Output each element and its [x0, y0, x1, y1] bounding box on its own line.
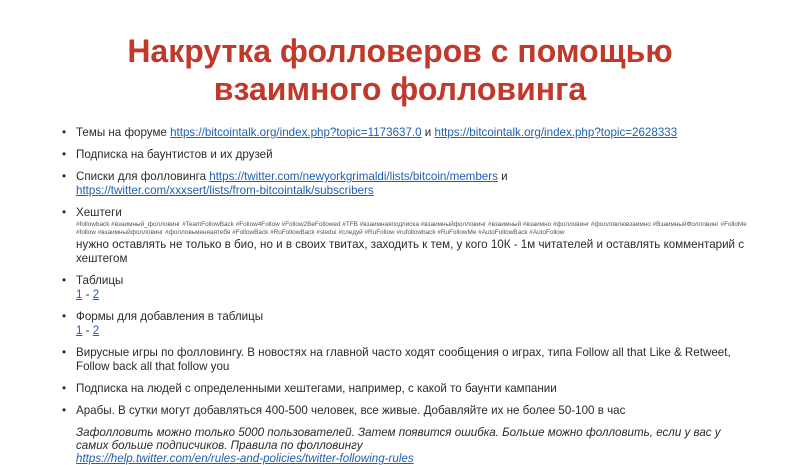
tables-link-2[interactable]: 2 [92, 288, 100, 302]
tables-link-1[interactable]: 1 [76, 288, 83, 302]
forum-middle: и [421, 126, 435, 139]
tables-label: Таблицы [76, 274, 124, 288]
bullet-hashtags [62, 206, 752, 266]
forum-link-1[interactable]: https://bitcointalk.org/index.php?topic=1173637.0 [170, 126, 422, 139]
bullet-list [62, 126, 752, 465]
bullet-forum [62, 126, 752, 140]
footnote-link[interactable]: https://help.twitter.com/en/rules-and-policies/twitter-following-rules [76, 452, 414, 465]
lists-link-1[interactable]: https://twitter.com/newyorkgrimaldi/lists/bitcoin/members [209, 170, 498, 183]
forms-link-2[interactable]: 2 [92, 324, 100, 338]
forms-sep: - [82, 324, 93, 338]
forms-label: Формы для добавления в таблицы [76, 310, 264, 324]
forms-link-1[interactable]: 1 [76, 324, 83, 338]
lists-prefix: Списки для фолловинга [76, 170, 210, 183]
footnote [62, 426, 752, 465]
forum-link-2[interactable]: https://bitcointalk.org/index.php?topic=2628333 [434, 126, 678, 139]
bullet-viral: • Вирусные игры по фолловингу. В новостях на главной часто ходят сообщения о играх, типа Follow all that Like & Retweet, Follow back all that follow you [62, 346, 752, 374]
bullet-bounty: • Подписка на баунтистов и их друзей [62, 148, 752, 162]
bullet-hashtag-sub: • Подписка на людей с определенными хештегами, например, с какой то баунти кампании [62, 382, 752, 396]
tables-sep: - [82, 288, 93, 302]
footnote-text: Зафолловить можно только 5000 пользователей. Затем появится ошибка. Больше можно фолловить, если у вас у самих больше подписчиков. Правила по фолловингу [76, 426, 721, 453]
bullet-forms [62, 310, 752, 338]
hashtags-list: #followback #взаимный_фолловинг #TeamFollowBack #Follow4Follow #Follow2BeFollowed #TFB #взаимнаяподписка #взаимныйфолловинг #взаимный #взаимно #фолловинг #фолловлювзаимно #ВзаимныйФолловинг #FolloMe #follow #взаимныйфолловинг #фолловьменяаятебя #FollowBack #RuFollowBack #sledui #следуй #RuFollow #rufollowback #RuFollowMe #AutoFollowBack #AutoFollow [76, 221, 747, 236]
bullet-arabs: • Арабы. В сутки могут добавляться 400-500 человек, все живые. Добавляйте их не более 50-100 в час [62, 404, 752, 418]
bullet-tables [62, 274, 752, 302]
title-line-1: Накрутка фолловеров с помощью [127, 33, 673, 69]
hashtags-label: Хештеги [76, 206, 122, 219]
hashtags-note: нужно оставлять не только в био, но и в своих твитах, заходить к тем, у кого 10К - 1м читателей и оставлять комментарий с хештегом [76, 238, 745, 266]
forum-prefix: Темы на форуме [76, 126, 171, 139]
slide-title [0, 32, 800, 108]
title-line-2: взаимного фолловинга [213, 71, 587, 107]
lists-middle: и [497, 170, 508, 183]
bullet-lists [62, 170, 752, 198]
lists-link-2[interactable]: https://twitter.com/xxxsert/lists/from-bitcointalk/subscribers [76, 184, 374, 197]
